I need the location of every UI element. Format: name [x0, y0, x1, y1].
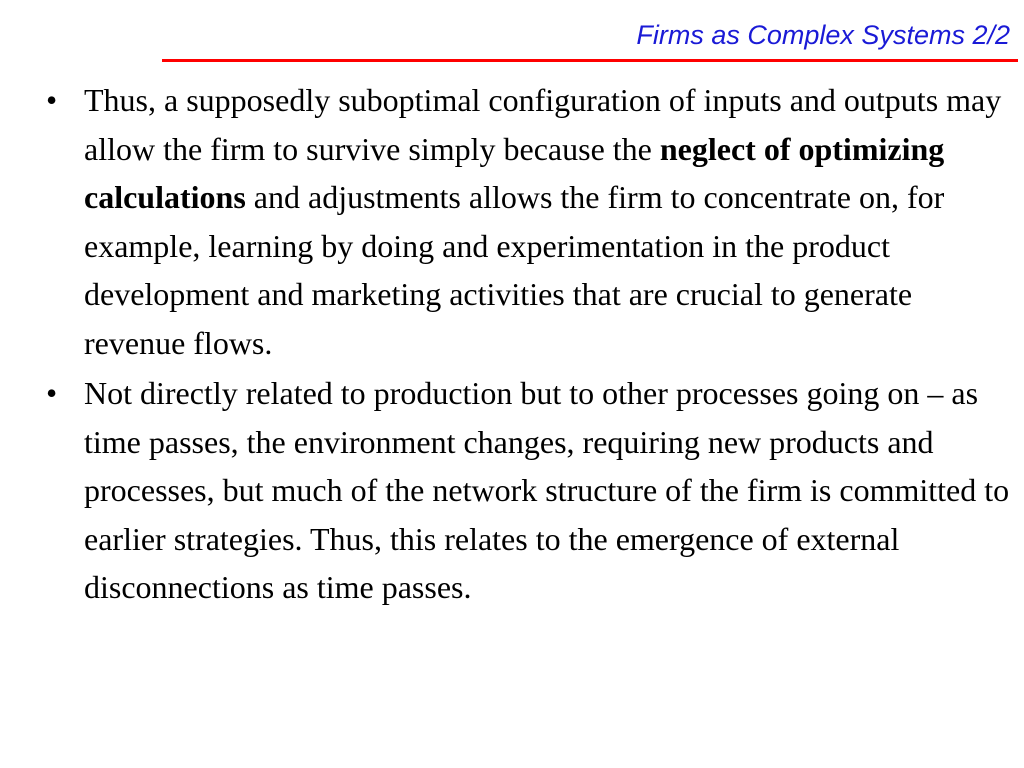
- bullet-dot-icon: •: [46, 82, 58, 118]
- title-underline-rule: [162, 59, 1018, 62]
- bullet-1-text-end: and adjustments allows the firm to concentrate on, for example, learning by doing and experimentation in the product development and marketing activities that are crucial to generate revenue flows.: [84, 179, 945, 361]
- bullet-item-1: [46, 76, 1012, 367]
- bullet-item-2: [46, 369, 1012, 612]
- bullet-dot-icon: •: [46, 375, 58, 411]
- slide-title: Firms as Complex Systems 2/2: [636, 20, 1010, 50]
- bullet-list: [46, 76, 1012, 614]
- bullet-1-text-start: Thus, a supposedly suboptimal configuration of inputs and outputs may allow the firm to survive simply because the: [84, 82, 1002, 167]
- bullet-text-1: [84, 76, 1012, 367]
- bullet-text-2: Not directly related to production but to other processes going on – as time passes, the environment changes, requiring new products and processes, but much of the network structure of the firm is committed to earlier strategies. Thus, this relates to the emergence of external disconnections as time passes.: [84, 375, 1010, 605]
- bullet-1-bold-phrase: neglect of optimizing calculations: [84, 130, 945, 215]
